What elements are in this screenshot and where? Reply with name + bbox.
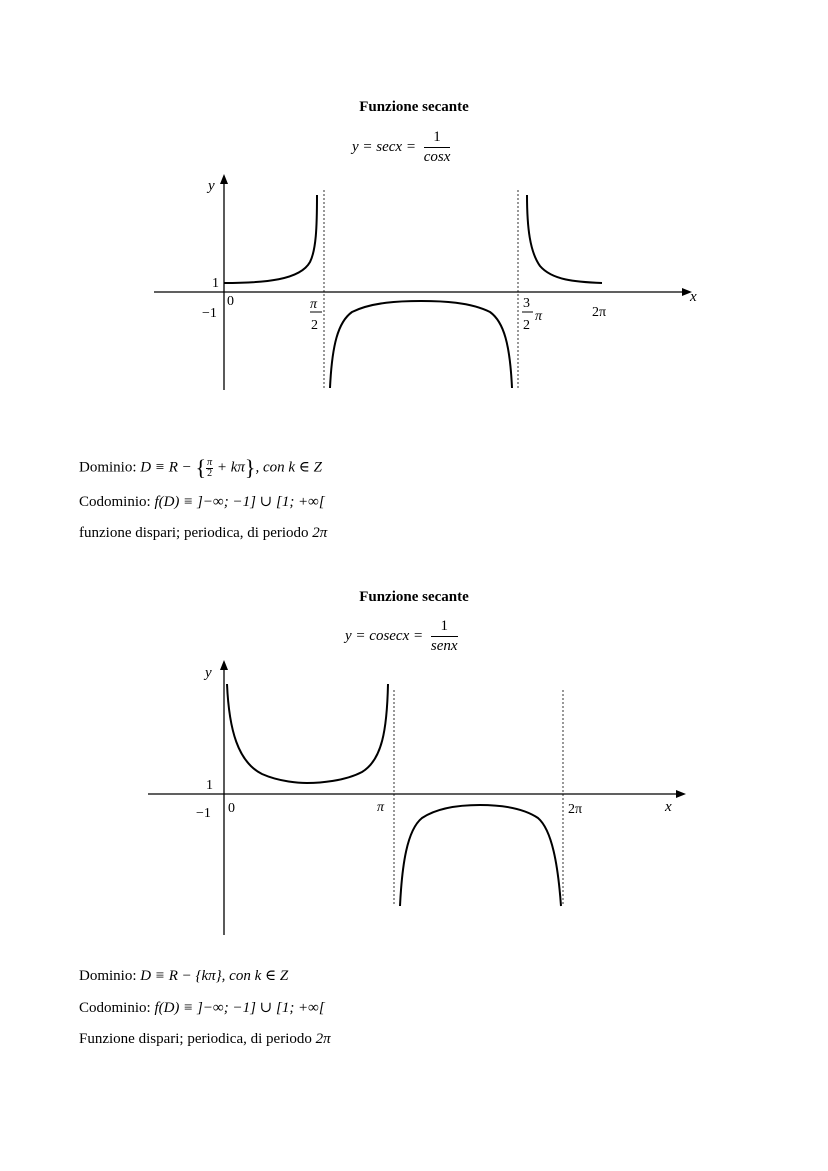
sec-curve-branch-2 — [330, 301, 512, 388]
csc-y-tick-one: 1 — [206, 778, 213, 793]
sec-codomain-label: Codominio: — [79, 494, 151, 510]
sec-y-arrow-icon — [220, 174, 228, 184]
csc-curve-branch-1 — [227, 684, 388, 783]
csc-formula-numerator: 1 — [431, 618, 458, 637]
sec-curve-branch-1 — [224, 195, 317, 283]
sec-domain-brace-open: { — [195, 455, 207, 480]
sec-domain-fraction — [206, 458, 213, 479]
sec-domain-frac-num: π — [207, 456, 213, 468]
csc-y-tick-minus-one: −1 — [196, 806, 211, 821]
csc-domain-label: Dominio: — [79, 968, 137, 984]
sec-curve-branch-3 — [527, 195, 602, 283]
sec-tick-3pi-half-pi: π — [535, 309, 543, 324]
csc-origin-label: 0 — [228, 801, 235, 816]
sec-domain-expr-pre: D ≡ R − — [140, 459, 192, 476]
csc-x-label: x — [665, 799, 672, 815]
csc-tick-pi: π — [377, 800, 385, 815]
sec-y-tick-minus-one: −1 — [202, 306, 217, 321]
sec-tick-3pi-half-num: 3 — [523, 296, 530, 311]
sec-tick-two-pi: 2π — [592, 305, 607, 320]
sec-tick-3pi-half-den: 2 — [523, 318, 530, 333]
sec-domain-label: Dominio: — [79, 459, 137, 476]
csc-props-text: Funzione dispari; periodica, di periodo — [79, 1031, 312, 1047]
csc-tick-two-pi: 2π — [568, 802, 583, 817]
sec-formula-lhs: y = secx = — [352, 138, 416, 155]
csc-codomain-expr: f(D) ≡ ]−∞; −1] ∪ [1; +∞[ — [154, 1000, 325, 1016]
sec-domain-expr-post: , con k ∈ Z — [255, 459, 322, 476]
sec-y-tick-one: 1 — [212, 276, 219, 291]
csc-codomain — [79, 998, 325, 1017]
sec-domain-brace-close: } — [244, 455, 256, 480]
sec-title: Funzione secante — [359, 99, 469, 115]
sec-x-label: x — [690, 289, 697, 305]
sec-origin-label: 0 — [227, 294, 234, 309]
sec-domain-expr-mid: + kπ — [216, 459, 245, 476]
csc-y-label: y — [205, 665, 212, 681]
sec-codomain — [79, 492, 325, 511]
csc-curve-branch-2 — [400, 805, 561, 906]
sec-formula-numerator: 1 — [424, 129, 451, 148]
csc-domain — [79, 966, 288, 985]
csc-x-arrow-icon — [676, 790, 686, 798]
sec-tick-pi-half-den: 2 — [311, 318, 318, 333]
csc-properties — [79, 1031, 331, 1048]
csc-codomain-label: Codominio: — [79, 1000, 151, 1016]
csc-formula-denominator: senx — [430, 638, 458, 654]
sec-domain-frac-den: 2 — [207, 467, 213, 479]
sec-period: 2π — [312, 525, 328, 541]
csc-domain-expr: D ≡ R − {kπ}, con k ∈ Z — [140, 968, 289, 984]
sec-codomain-expr: f(D) ≡ ]−∞; −1] ∪ [1; +∞[ — [154, 494, 325, 510]
sec-props-text: funzione dispari; periodica, di periodo — [79, 525, 309, 541]
sec-formula-denominator: cosx — [423, 149, 451, 165]
csc-graph — [0, 650, 828, 950]
sec-domain — [79, 455, 322, 481]
csc-period: 2π — [315, 1031, 331, 1047]
sec-y-label: y — [208, 178, 215, 194]
sec-graph — [0, 0, 828, 420]
sec-properties — [79, 525, 327, 542]
csc-y-arrow-icon — [220, 660, 228, 670]
csc-formula-lhs: y = cosecx = — [345, 627, 424, 644]
csc-title: Funzione secante — [359, 589, 469, 605]
sec-tick-pi-half-num: π — [310, 297, 318, 312]
